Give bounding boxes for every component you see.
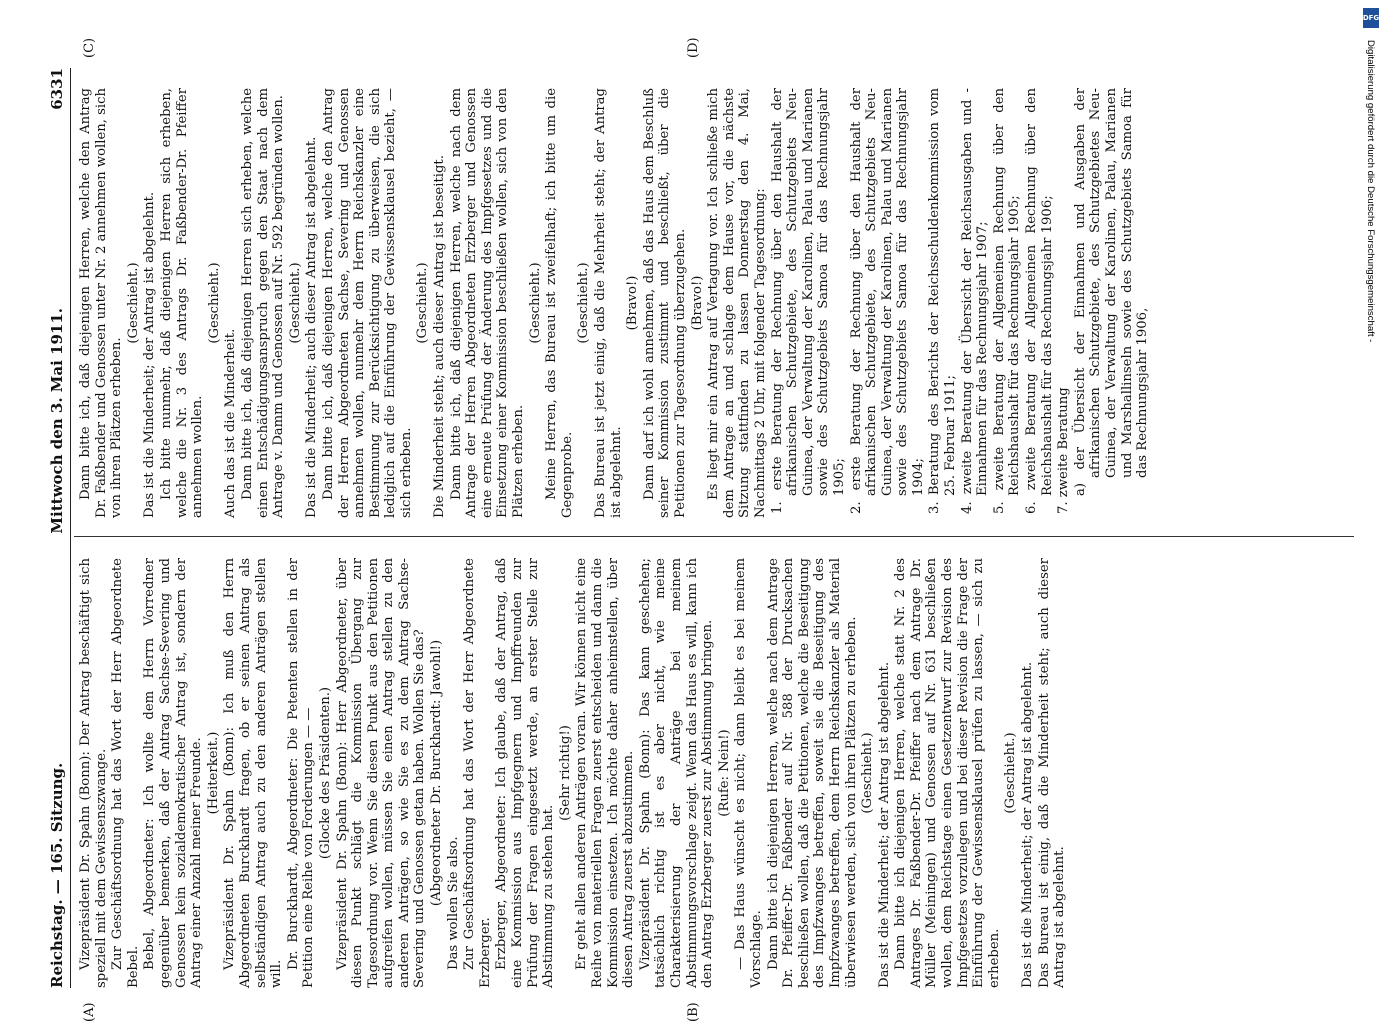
paragraph: Vizepräsident Dr. Spahn (Bonn): Das kann geschehen; tatsächlich richtig ist es aber nicht, wie meine Charakterisierung der Anträge bei meinem Abstimmungsvorschlage zeigt. Wenn das Haus es will, kann ich den Antrag Erzberger zuerst zur Abstimmung bringen. [637,558,716,988]
paragraph: Er geht allen anderen Anträgen voran. Wir können nicht eine Reihe von materiellen Fragen zuerst entscheiden und dann die Kommission einsetzen. Ich möchte daher anheimstellen, über diesen Antrag zuerst abzustimmen. [574,558,637,988]
margin-mark-a: (A) [82,1002,97,1022]
rotated-page-content [46,37,1336,1022]
agenda-item: 7. zweite Beratung [1056,387,1072,514]
interjection: (Bravo!) [625,275,641,331]
page-header [46,68,68,988]
agenda-subitem: a) der Übersicht der Einnahmen und Ausgaben der afrikanischen Schutzgebiete, des Schutzgebietes Neu-Guinea, der Verwaltung der Karolinen, Palau, Marianen und Marshallinseln sowie des Schutzgebiets Samoa für das Rechnungsjahr 1906, [1072,88,1151,496]
paragraph: Die Minderheit steht; auch dieser Antrag ist beseitigt. [432,155,448,518]
agenda-item: 6. zweite Beratung der Allgemeinen Rechnung über den Reichshaushalt für das Rechnungsjahr 1906; [1024,88,1055,514]
interjection: (Bravo!) [689,275,705,331]
paragraph: Zur Geschäftsordnung hat das Wort der Herr Abgeordnete Bebel. [110,558,141,988]
agenda-item: 2. erste Beratung der Rechnung über den Haushalt der afrikanischen Schutzgebiete, des Schutzgebiets Neu-Guinea, der Verwaltung der Karolinen, Palau und Marianen sowie des Schutzgebiets Samoa für das Rechnungsjahr 1904; [848,88,926,514]
header-session: Reichstag. — 165. Sitzung. [48,762,66,988]
header-rule [70,68,71,988]
interjection: (Geschieht.) [206,262,222,344]
paragraph: — Das Haus wünscht es nicht; dann bleibt es bei meinem Vorschlage. [733,558,764,988]
paragraph: Dann bitte ich, daß diejenigen Herren, welche den Antrag der Herren Abgeordneten Sachse, Severing und Genossen annehmen wollen, nunmehr dem Herrn Reichskanzler eine Bestimmung zur Berücksichtigung zu überweisen, die sich lediglich auf die Einführung der Gewissensklausel bezieht, — sich erheben. [320,88,414,518]
column-left [78,558,1069,988]
paragraph: Zur Geschäftsordnung hat das Wort der Herr Abgeordnete Erzberger. [462,558,493,988]
agenda-item: 3. Beratung des Berichts der Reichsschuldenkommission vom 25. Februar 1911; [927,88,959,514]
paragraph: Das ist die Minderheit; auch dieser Antrag ist abgelehnt. [304,136,320,518]
paragraph: Das ist die Minderheit; der Antrag ist abgelehnt. [1020,661,1036,988]
header-date: Mittwoch den 3. Mai 1911. [48,308,66,534]
column-right [78,88,1152,518]
paragraph: Das ist die Minderheit; der Antrag ist abgelehnt. [876,661,892,988]
paragraph: Auch das ist die Minderheit. [223,328,239,518]
margin-mark-c: (C) [82,37,97,58]
agenda-item: 4. zweite Beratung der Übersicht der Reichsausgaben und -Einnahmen für das Rechnungsjahr 1907; [959,88,991,514]
paragraph: Das Bureau ist einig, daß die Minderheit steht; auch dieser Antrag ist abgelehnt. [1036,558,1068,988]
interjection: (Geschieht.) [1003,732,1019,814]
column-divider [74,536,1354,537]
interjection: (Geschieht.) [287,262,303,344]
dfg-logo: DFG [1363,8,1379,28]
paragraph: Dann darf ich wohl annehmen, daß das Haus dem Beschluß seiner Kommission zustimmt und beschließt, über die Petitionen zur Tagesordnung überzugehen. [641,88,688,518]
paragraph: Das wollen Sie also. [445,836,461,970]
paragraph: Bebel, Abgeordneter: Ich wollte dem Herrn Vorredner gegenüber bemerken, daß der Antrag Sachse-Severing und Genossen kein sozialdemokratischer Antrag ist, sondern der Antrag einer Anzahl meiner Freunde. [142,558,205,988]
paragraph: Das Bureau ist jetzt einig, daß die Mehrheit steht; der Antrag ist abgelehnt. [593,88,624,518]
interjection: (Geschieht.) [527,262,543,344]
interjection: (Sehr richtig!) [557,725,573,821]
paragraph: Vizepräsident Dr. Spahn (Bonn): Der Antrag beschäftigt sich speziell mit dem Gewissenszwange. [78,558,109,988]
paragraph: Ich bitte nunmehr, daß diejenigen Herren sich erheben, welche die Nr. 3 des Antrags Dr. Faßbender-Dr. Pfeiffer annehmen wollen. [158,88,206,518]
paragraph: Erzberger, Abgeordneter: Ich glaube, daß der Antrag, daß eine Kommission aus Impfgegnern und Impffreunden zur Prüfung der Fragen eingesetzt werde, an erster Stelle zur Abstimmung zu stehen hat. [494,558,557,988]
margin-mark-d: (D) [686,37,701,58]
paragraph: Dann bitte ich, daß diejenigen Herren, welche nach dem Antrage der Herren Abgeordneten Erzberger und Genossen eine erneute Prüfung der Änderung des Impfgesetzes und die Einsetzung einer Kommission beschließen wollen, sich von den Plätzen erheben. [448,88,527,518]
paragraph: Das ist die Minderheit; der Antrag ist abgelehnt. [142,191,158,518]
interjection: (Geschieht.) [415,262,431,344]
agenda-item: 5. zweite Beratung der Allgemeinen Rechnung über den Reichshaushalt für das Rechnungsjahr 1905; [991,88,1023,514]
interjection: (Heiterkeit.) [205,731,221,815]
paragraph: Vizepräsident Dr. Spahn (Bonn): Herr Abgeordneter, über diesen Punkt schlägt die Kommission Übergang zur Tagesordnung vor. Wenn Sie diesen Punkt aus den Petitionen aufgreifen wollen, müssen Sie einen Antrag stellen zu den anderen Anträgen, so wie Sie es zu dem Antrag Sachse-Severing und Genossen getan haben. Wollen Sie das? [334,558,428,988]
interjection: (Rufe: Nein!) [716,729,732,817]
paragraph: Dann bitte ich, daß diejenigen Herren, welche den Antrag Dr. Faßbender und Genossen unter Nr. 2 annehmen wollen, sich von ihren Plätzen erheben. [78,88,125,518]
interjection: (Geschieht.) [860,732,876,814]
paragraph: Dann bitte ich diejenigen Herren, welche nach dem Antrage Dr. Pfeiffer-Dr. Faßbender auf Nr. 588 der Drucksachen beschließen wollen, daß die Petitionen, welche die Beseitigung des Impfzwanges betreffen, soweit sie die Beseitigung des Impfzwanges betreffen, dem Herrn Reichskanzler als Material überwiesen werden, sich von ihren Plätzen zu erheben. [765,558,859,988]
paragraph: Es liegt mir ein Antrag auf Vertagung vor. Ich schließe mich dem Antrage an und schlage dem Hause vor, die nächste Sitzung stattfinden zu lassen Donnerstag den 4. Mai, Nachmittags 2 Uhr, mit folgender Tagesordnung: [706,88,768,518]
interjection: (Abgeordneter Dr. Burckhardt: Jawohl!) [429,639,445,907]
agenda-item: 1. erste Beratung der Rechnung über den Haushalt der afrikanischen Schutzgebiete, des Schutzgebiets Neu-Guinea, der Verwaltung der Karolinen, Palau und Marianen sowie des Schutzgebiets Samoa für das Rechnungsjahr 1905; [769,88,847,514]
dfg-funding-note: Digitalisierung gefördert durch die Deutsche Forschungsgemeinschaft - [1365,40,1376,343]
margin-mark-b: (B) [686,1002,701,1022]
paragraph: Dann bitte ich diejenigen Herren, welche statt Nr. 2 des Antrages Dr. Faßbender-Dr. Pfeiffer nach dem Antrage Dr. Müller (Meiningen) und Genossen auf Nr. 631 beschließen wollen, dem Reichstage einen Gesetzentwurf zur Revision des Impfgesetzes vorzulegen und bei dieser Revision die Frage der Einführung der Gewissensklausel prüfen zu lassen, — sich zu erheben. [893,558,1002,988]
paragraph: Dr. Burckhardt, Abgeordneter: Die Petenten stellen in der Petition eine Reihe von Forderungen — — [285,558,317,988]
paragraph: Meine Herren, das Bureau ist zweifelhaft; ich bitte um die Gegenprobe. [544,88,575,518]
paragraph: Vizepräsident Dr. Spahn (Bonn): Ich muß den Herrn Abgeordneten Burckhardt fragen, ob er seinen Antrag als selbständigen Antrag auch zu den anderen Anträgen stellen will. [222,558,285,988]
paragraph: Dann bitte ich, daß diejenigen Herren sich erheben, welche einen Entschädigungsanspruch gegen den Staat nach dem Antrage v. Damm und Genossen auf Nr. 592 begründen wollen. [239,88,287,518]
page-number: 6331 [48,68,66,110]
interjection: (Glocke des Präsidenten.) [317,686,333,860]
interjection: (Geschieht.) [125,262,141,344]
interjection: (Geschieht.) [576,262,592,344]
